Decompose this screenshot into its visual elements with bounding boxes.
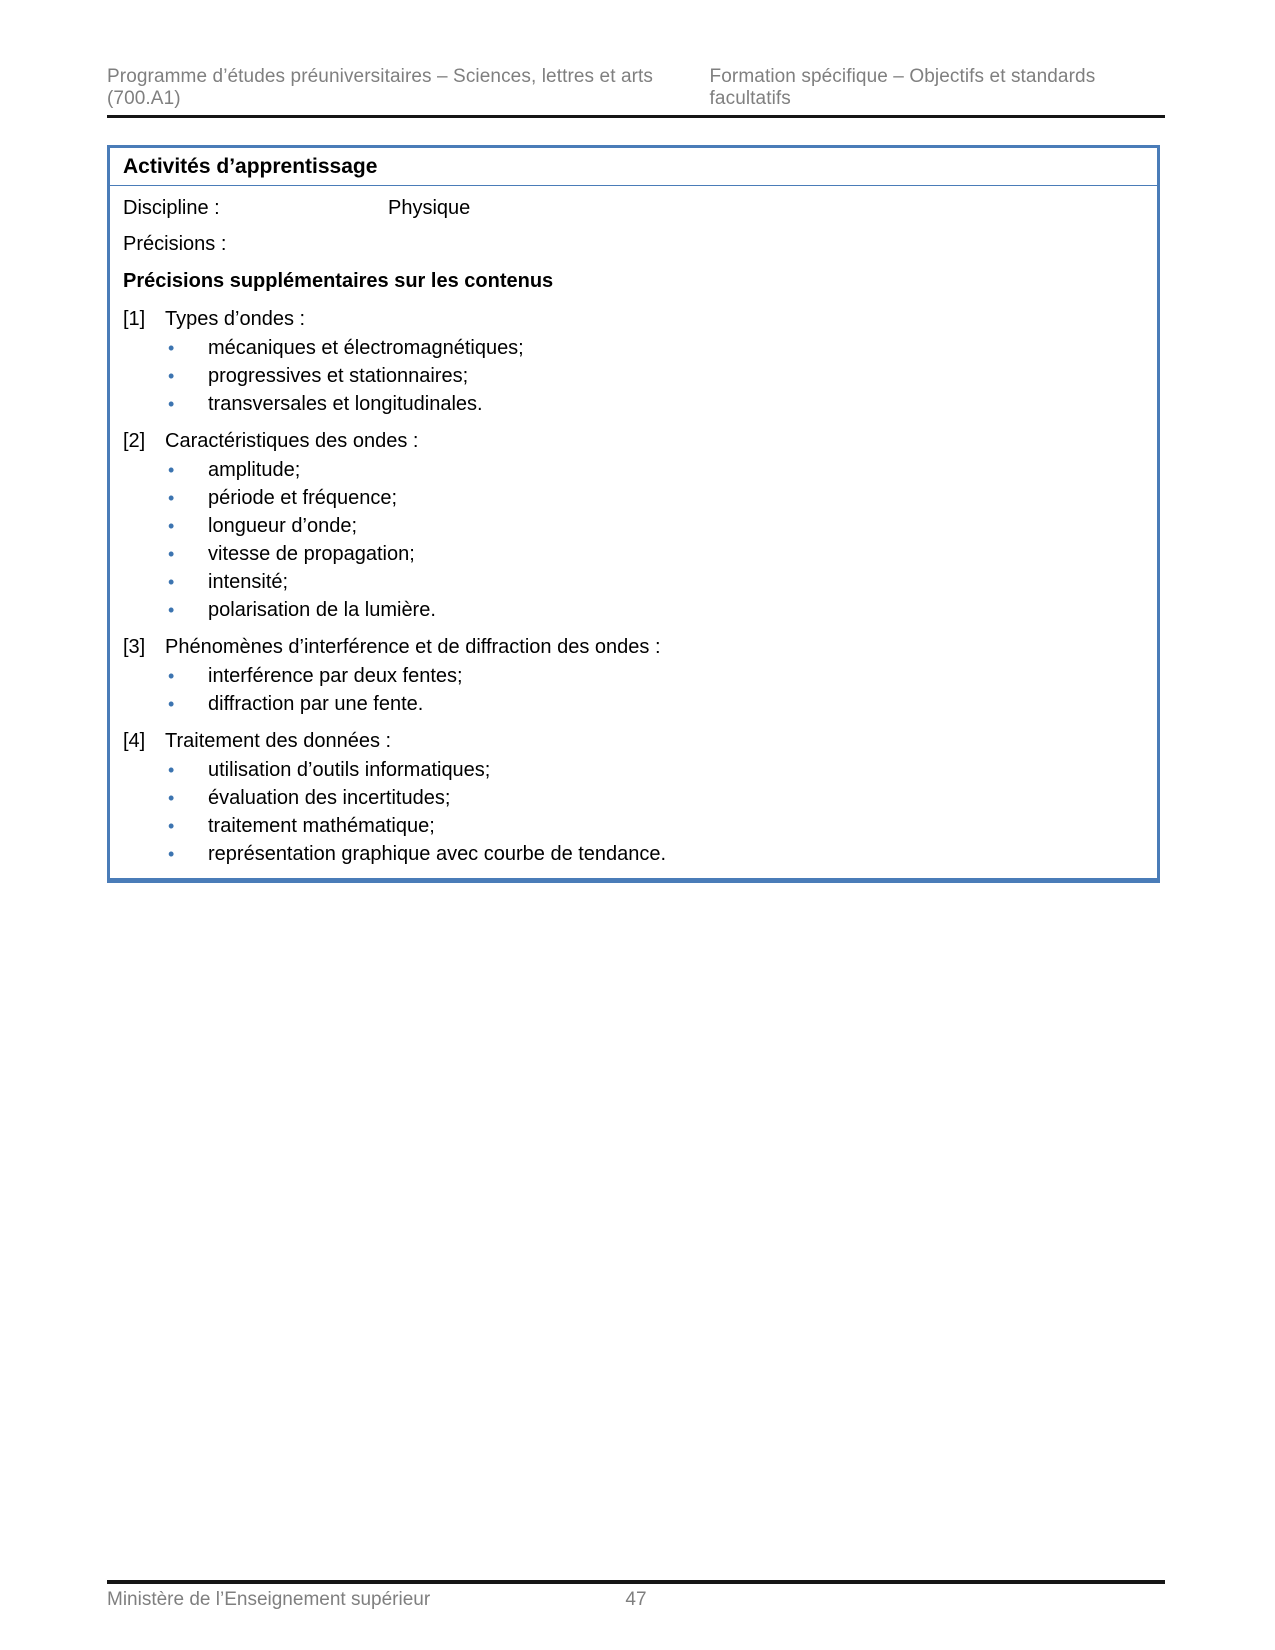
section-number: [2] bbox=[123, 430, 146, 452]
list-item: • traitement mathématique; bbox=[123, 812, 1144, 840]
list-item: • vitesse de propagation; bbox=[123, 540, 1144, 568]
bullet-icon: • bbox=[168, 600, 175, 620]
page-footer bbox=[107, 1580, 1165, 1611]
field-discipline-label: Discipline : bbox=[123, 197, 220, 219]
bullet-icon: • bbox=[168, 694, 175, 714]
footer-rule bbox=[107, 1580, 1165, 1584]
field-precisions-value bbox=[388, 230, 1144, 258]
bullet-icon: • bbox=[168, 394, 175, 414]
list-item: • diffraction par une fente. bbox=[123, 690, 1144, 718]
list-item: • polarisation de la lumière. bbox=[123, 596, 1144, 624]
page-number: 47 bbox=[625, 1589, 647, 1610]
field-precisions-label: Précisions : bbox=[123, 233, 227, 255]
section-title: Types d’ondes : bbox=[165, 308, 306, 330]
section-title: Phénomènes d’interférence et de diffraction des ondes : bbox=[165, 636, 661, 658]
section-number: [4] bbox=[123, 730, 146, 752]
bullet-icon: • bbox=[168, 572, 175, 592]
bullet-icon: • bbox=[168, 338, 175, 358]
bullet-list bbox=[123, 756, 1144, 868]
bullet-icon: • bbox=[168, 666, 175, 686]
bullet-list bbox=[123, 334, 1144, 418]
box-body bbox=[110, 194, 1157, 878]
bullet-list bbox=[123, 456, 1144, 624]
list-item: • intensité; bbox=[123, 568, 1144, 596]
section-number: [3] bbox=[123, 636, 146, 658]
activities-box bbox=[107, 145, 1160, 883]
list-item: • longueur d’onde; bbox=[123, 512, 1144, 540]
bullet-icon: • bbox=[168, 366, 175, 386]
section-title: Caractéristiques des ondes : bbox=[165, 430, 419, 452]
list-item: • période et fréquence; bbox=[123, 484, 1144, 512]
list-item: • mécaniques et électromagnétiques; bbox=[123, 334, 1144, 362]
section-caracteristiques-ondes bbox=[123, 426, 1144, 624]
box-title: Activités d’apprentissage bbox=[123, 155, 378, 178]
box-title-row bbox=[110, 148, 1157, 186]
section-title: Traitement des données : bbox=[165, 730, 392, 752]
field-discipline bbox=[123, 194, 1144, 222]
section-traitement-donnees bbox=[123, 726, 1144, 868]
bullet-icon: • bbox=[168, 788, 175, 808]
bullet-icon: • bbox=[168, 760, 175, 780]
section-interference-diffraction bbox=[123, 632, 1144, 718]
list-item: • transversales et longitudinales. bbox=[123, 390, 1144, 418]
section-head bbox=[123, 304, 1144, 334]
list-item: • représentation graphique avec courbe de tendance. bbox=[123, 840, 1144, 868]
field-discipline-value: Physique bbox=[388, 197, 471, 219]
list-item: • interférence par deux fentes; bbox=[123, 662, 1144, 690]
section-head bbox=[123, 726, 1144, 756]
section-head bbox=[123, 426, 1144, 456]
list-item: • utilisation d’outils informatiques; bbox=[123, 756, 1144, 784]
list-item: • amplitude; bbox=[123, 456, 1144, 484]
header-right-text: Formation spécifique – Objectifs et standards facultatifs bbox=[709, 66, 1096, 109]
list-item: • évaluation des incertitudes; bbox=[123, 784, 1144, 812]
subheading: Précisions supplémentaires sur les contenus bbox=[123, 270, 554, 292]
section-types-ondes bbox=[123, 304, 1144, 418]
list-item: • progressives et stationnaires; bbox=[123, 362, 1144, 390]
section-number: [1] bbox=[123, 308, 146, 330]
bullet-icon: • bbox=[168, 488, 175, 508]
bullet-icon: • bbox=[168, 460, 175, 480]
bullet-icon: • bbox=[168, 516, 175, 536]
bullet-icon: • bbox=[168, 844, 175, 864]
footer-left-text: Ministère de l’Enseignement supérieur bbox=[107, 1589, 431, 1610]
bullet-list bbox=[123, 662, 1144, 718]
section-head bbox=[123, 632, 1144, 662]
field-precisions bbox=[123, 230, 1144, 258]
bullet-icon: • bbox=[168, 544, 175, 564]
page-header bbox=[107, 66, 1165, 118]
header-left-text: Programme d’études préuniversitaires – Sciences, lettres et arts (700.A1) bbox=[107, 66, 654, 109]
header-rule bbox=[107, 115, 1165, 118]
bullet-icon: • bbox=[168, 816, 175, 836]
